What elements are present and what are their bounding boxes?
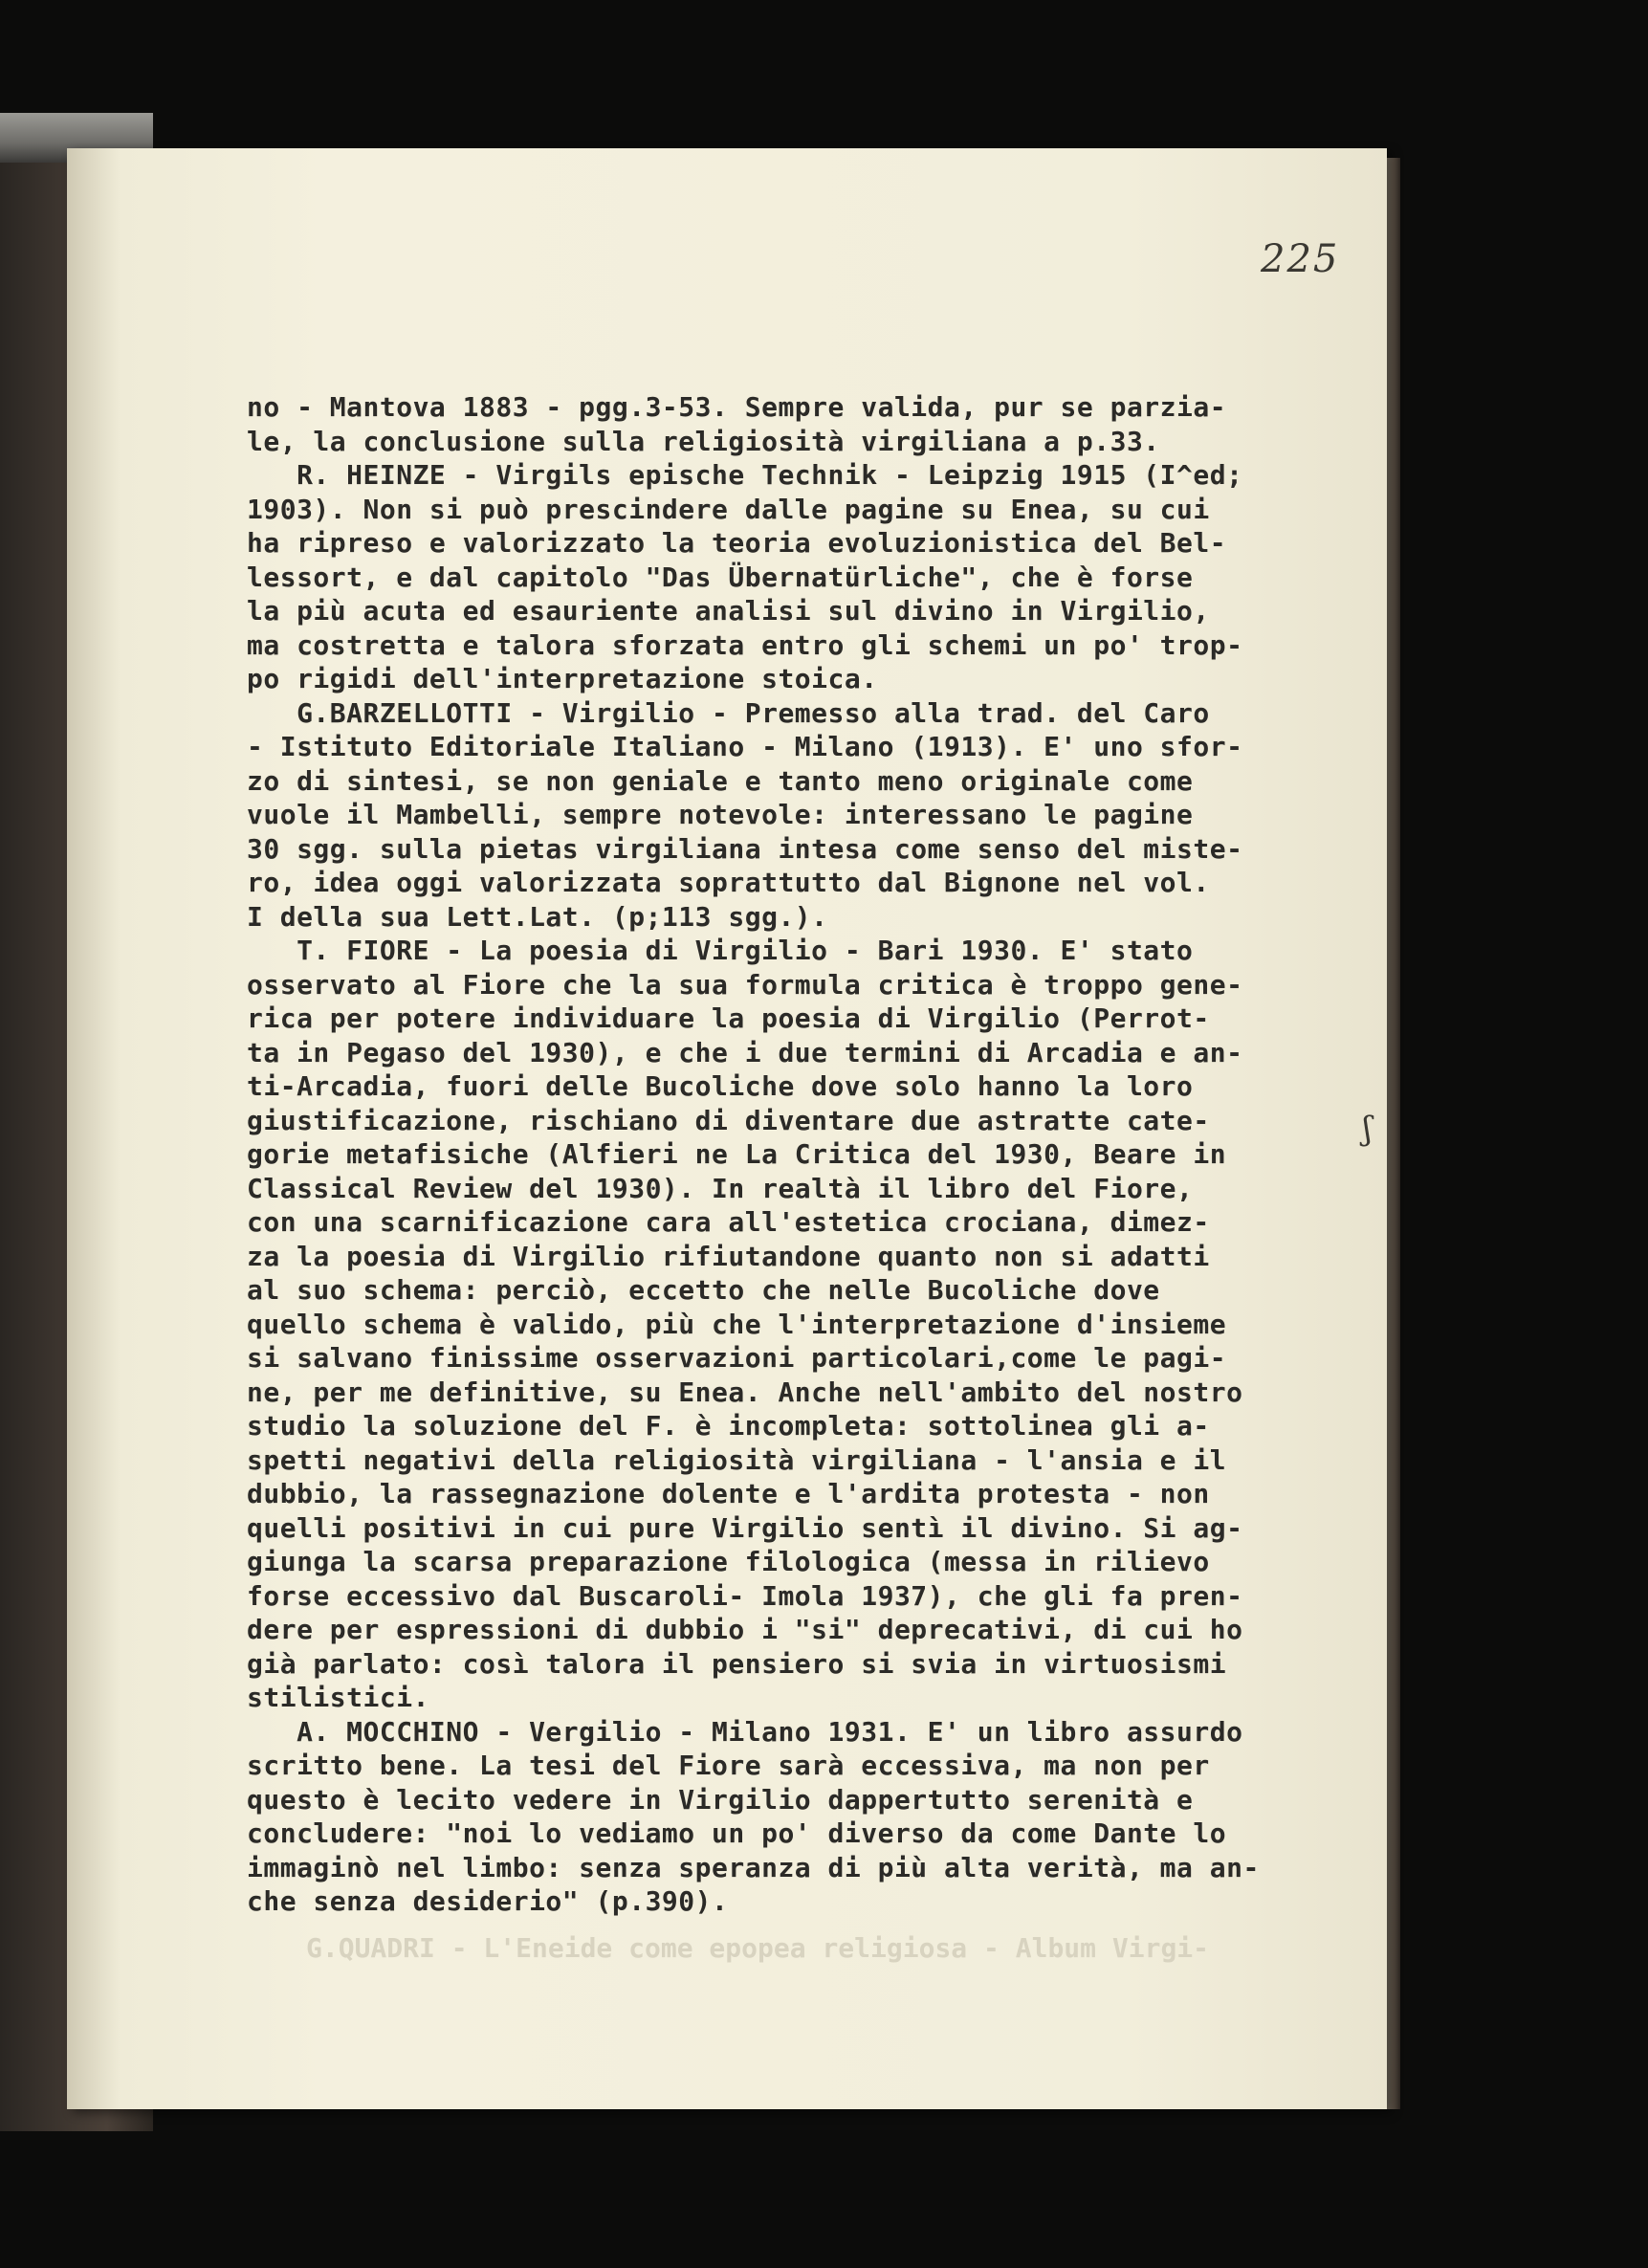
text-line: gorie metafisiche (Alfieri ne La Critica del 1930, Beare in	[247, 1138, 1227, 1170]
margin-mark: ʃ	[1363, 1110, 1373, 1148]
text-line: ne, per me definitive, su Enea. Anche nell'ambito del nostro	[247, 1376, 1243, 1408]
text-line: ti-Arcadia, fuori delle Bucoliche dove solo hanno la loro	[247, 1070, 1194, 1102]
text-line: le, la conclusione sulla religiosità virgiliana a p.33.	[247, 425, 1160, 457]
text-line: che senza desiderio" (p.390).	[247, 1885, 729, 1917]
text-line: questo è lecito vedere in Virgilio dappertutto serenità e	[247, 1783, 1194, 1816]
text-line: no - Mantova 1883 - pgg.3-53. Sempre valida, pur se parzia-	[247, 391, 1227, 423]
text-line: vuole il Mambelli, sempre notevole: interessano le pagine	[247, 799, 1194, 830]
text-line: spetti negativi della religiosità virgiliana - l'ansia e il	[247, 1443, 1227, 1476]
text-line: po rigidi dell'interpretazione stoica.	[247, 663, 878, 694]
text-line: - Istituto Editoriale Italiano - Milano (1913). E' uno sfor-	[247, 731, 1243, 762]
text-line: dere per espressioni di dubbio i "si" deprecativi, di cui ho	[247, 1614, 1243, 1645]
text-line: T. FIORE - La poesia di Virgilio - Bari 1930. E' stato	[247, 935, 1194, 966]
text-line: già parlato: così talora il pensiero si svia in virtuosismi	[247, 1647, 1227, 1680]
text-line: giustificazione, rischiano di diventare due astratte cate-	[247, 1104, 1210, 1136]
text-line: lessort, e dal capitolo "Das Übernatürliche", che è forse	[247, 561, 1194, 593]
text-line: dubbio, la rassegnazione dolente e l'ardita protesta - non	[247, 1478, 1210, 1509]
text-line: quello schema è valido, più che l'interpretazione d'insieme	[247, 1308, 1227, 1340]
text-line: 1903). Non si può prescindere dalle pagine su Enea, su cui	[247, 493, 1210, 525]
text-line: osservato al Fiore che la sua formula critica è troppo gene-	[247, 968, 1243, 1001]
text-line: scritto bene. La tesi del Fiore sarà eccessiva, ma non per	[247, 1750, 1210, 1781]
text-line: quelli positivi in cui pure Virgilio sentì il divino. Si ag-	[247, 1511, 1243, 1544]
text-line: G.BARZELLOTTI - Virgilio - Premesso alla trad. del Caro	[247, 696, 1210, 729]
text-line: 30 sgg. sulla pietas virgiliana intesa come senso del miste-	[247, 832, 1243, 865]
text-line: za la poesia di Virgilio rifiutandone quanto non si adatti	[247, 1240, 1210, 1272]
text-line: con una scarnificazione cara all'estetica crociana, dimez-	[247, 1206, 1210, 1238]
text-line: Classical Review del 1930). In realtà il libro del Fiore,	[247, 1172, 1194, 1204]
text-line: al suo schema: perciò, eccetto che nelle Bucoliche dove	[247, 1274, 1160, 1306]
text-line: immaginò nel limbo: senza speranza di più alta verità, ma an-	[247, 1851, 1260, 1883]
page-number: 225	[1261, 237, 1340, 281]
text-line: concludere: "noi lo vediamo un po' diverso da come Dante lo	[247, 1817, 1227, 1849]
text-line: giunga la scarsa preparazione filologica (messa in rilievo	[247, 1546, 1210, 1577]
text-line: si salvano finissime osservazioni particolari,come le pagi-	[247, 1342, 1227, 1374]
text-line: forse eccessivo dal Buscaroli- Imola 1937), che gli fa pren-	[247, 1579, 1243, 1612]
text-line: ha ripreso e valorizzato la teoria evoluzionistica del Bel-	[247, 527, 1227, 559]
text-line: studio la soluzione del F. è incompleta: sottolinea gli a-	[247, 1410, 1210, 1442]
text-line: ta in Pegaso del 1930), e che i due termini di Arcadia e an-	[247, 1036, 1243, 1068]
text-line: ma costretta e talora sforzata entro gli schemi un po' trop-	[247, 628, 1243, 661]
text-line: zo di sintesi, se non geniale e tanto meno originale come	[247, 764, 1194, 797]
text-line: A. MOCCHINO - Vergilio - Milano 1931. E' un libro assurdo	[247, 1715, 1243, 1748]
typewritten-body	[247, 390, 1337, 1969]
text-line: la più acuta ed esauriente analisi sul divino in Virgilio,	[247, 595, 1210, 627]
text-line: R. HEINZE - Virgils epische Technik - Leipzig 1915 (I^ed;	[247, 459, 1243, 491]
text-line: rica per potere individuare la poesia di Virgilio (Perrot-	[247, 1002, 1210, 1034]
text-line: stilistici.	[247, 1682, 429, 1713]
bleed-through-text: G.QUADRI - L'Eneide come epopea religiosa - Album Virgi-	[306, 1932, 1210, 1964]
text-line: ro, idea oggi valorizzata soprattutto dal Bignone nel vol.	[247, 867, 1210, 898]
text-line: I della sua Lett.Lat. (p;113 sgg.).	[247, 900, 828, 933]
